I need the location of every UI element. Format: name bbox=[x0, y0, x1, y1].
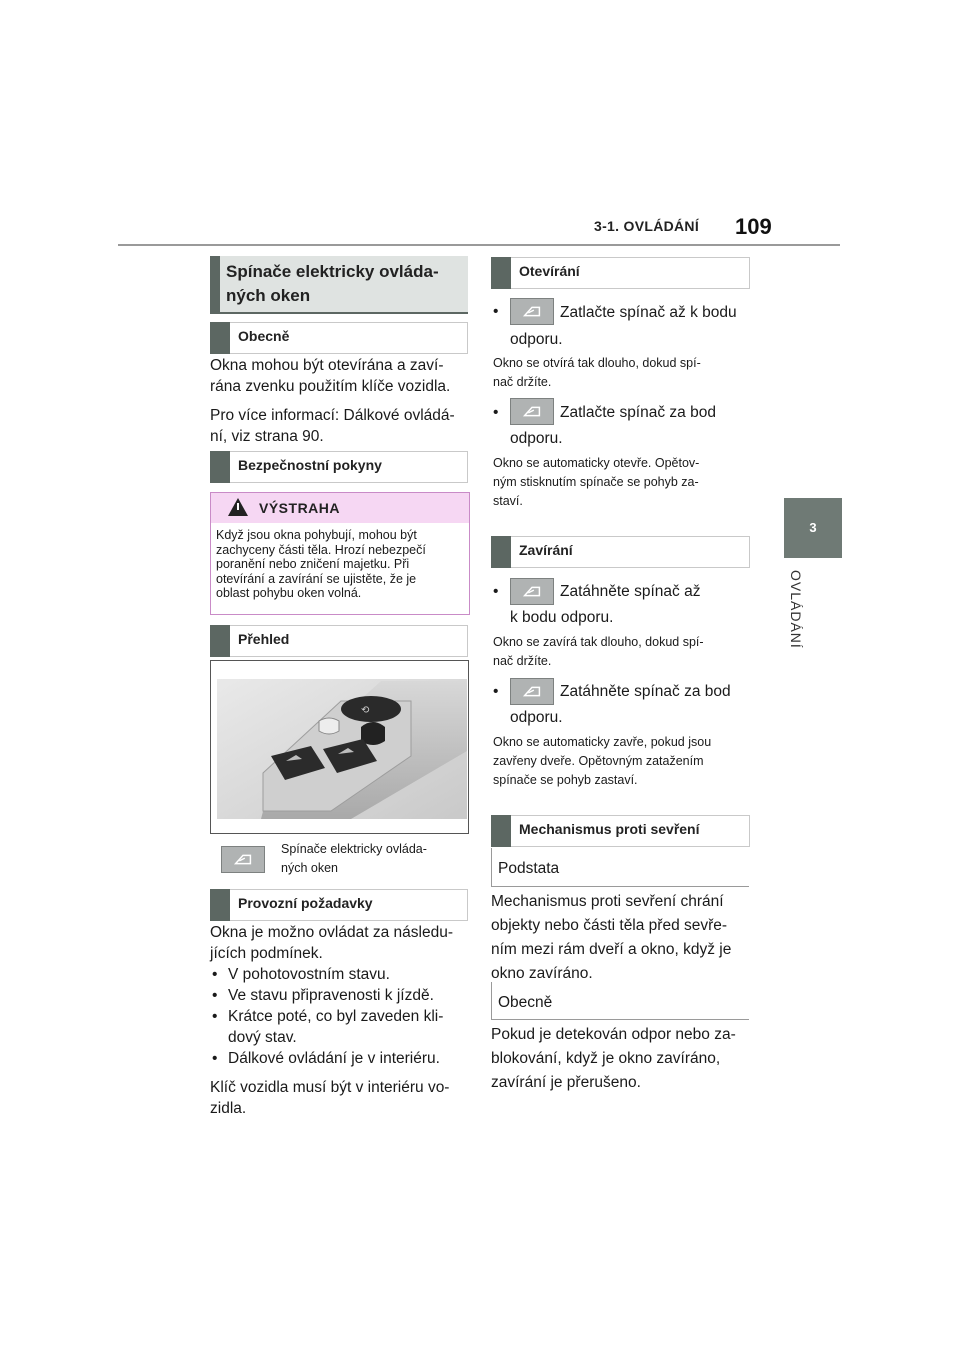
text-line: jících podmínek. bbox=[210, 945, 323, 962]
subheading-safety bbox=[210, 451, 468, 483]
heading-underline bbox=[210, 312, 468, 314]
list-item-text: Krátce poté, co byl zaveden kli- bbox=[228, 1008, 444, 1025]
subheading-text: Zavírání bbox=[519, 542, 573, 558]
subsection-title-general: Obecně bbox=[498, 994, 553, 1011]
text-line: staví. bbox=[493, 494, 523, 508]
window-switch-icon bbox=[510, 398, 554, 425]
list-item-text: V pohotovostním stavu. bbox=[228, 966, 390, 983]
subsection-line bbox=[491, 848, 492, 886]
principle-paragraph bbox=[491, 890, 753, 986]
section-heading-line2: ných oken bbox=[226, 286, 311, 305]
bullet-marker: • bbox=[493, 404, 499, 421]
subheading-general bbox=[210, 322, 468, 354]
chapter-tab: 3 bbox=[784, 498, 842, 558]
subheading-text: Obecně bbox=[238, 328, 290, 344]
subheading-text: Provozní požadavky bbox=[238, 895, 373, 911]
subheading-text: Mechanismus proti sevření bbox=[519, 821, 700, 837]
subheading-bar bbox=[210, 322, 230, 354]
section-heading-text bbox=[226, 260, 464, 308]
subheading-requirements bbox=[210, 889, 468, 921]
text-line: spínače se pohyb zastaví. bbox=[493, 773, 638, 787]
opening-note-1 bbox=[493, 354, 753, 392]
text-line: blokování, když je okno zavíráno, bbox=[491, 1050, 721, 1067]
text-line: otevírání a zavírání se ujistěte, že je bbox=[216, 571, 417, 586]
warning-triangle-icon bbox=[228, 498, 248, 516]
opening-note-2 bbox=[493, 454, 753, 511]
text-line: Okna je možno ovládat za následu- bbox=[210, 924, 453, 941]
subsection-line bbox=[491, 982, 492, 1020]
subheading-text: Přehled bbox=[238, 631, 290, 647]
subheading-bar bbox=[491, 536, 511, 568]
bullet-marker: • bbox=[493, 683, 499, 700]
text-line: Okno se automaticky zavře, pokud jsou bbox=[493, 735, 712, 749]
window-switch-photo bbox=[210, 660, 469, 834]
subheading-closing bbox=[491, 536, 750, 568]
text-line: oblast pohybu oken volná. bbox=[216, 586, 362, 600]
closing-note-1 bbox=[493, 633, 753, 671]
list-item-text: Ve stavu připravenosti k jízdě. bbox=[228, 987, 434, 1004]
text-line: Spínače elektricky ovláda- bbox=[281, 842, 427, 856]
window-switch-icon bbox=[510, 298, 554, 325]
overview-legend bbox=[281, 840, 467, 878]
subheading-bar bbox=[491, 815, 511, 847]
text-line: ním mezi rám dveří a okno, když je bbox=[491, 941, 732, 958]
warning-box bbox=[210, 492, 470, 615]
warning-text bbox=[216, 528, 466, 601]
text-line: Mechanismus proti sevření chrání bbox=[491, 893, 724, 910]
window-switch-icon bbox=[510, 678, 554, 705]
switch-panel-illustration bbox=[211, 661, 468, 833]
text-line: nač držíte. bbox=[493, 654, 552, 668]
text-line: zavřeny dveře. Opětovným zatažením bbox=[493, 754, 704, 768]
text-line: Okno se otvírá tak dlouho, dokud spí- bbox=[493, 356, 701, 370]
text-line: Okna mohou být otevírána a zaví- bbox=[210, 357, 444, 374]
list-item: • Ve stavu připravenosti k jízdě. bbox=[212, 987, 434, 1004]
window-switch-icon bbox=[510, 578, 554, 605]
text-line: Pokud je detekován odpor nebo za- bbox=[491, 1026, 736, 1043]
text-line: poranění nebo zničení majetku. Při bbox=[216, 557, 410, 571]
chapter-side-text: OVLÁDÁNÍ bbox=[788, 570, 804, 649]
opening-step-2-cont: odporu. bbox=[510, 430, 563, 447]
subheading-bar bbox=[491, 257, 511, 289]
general-paragraph bbox=[210, 355, 472, 447]
window-switch-glyph bbox=[222, 847, 264, 872]
general-anti-trap-paragraph bbox=[491, 1023, 753, 1095]
list-item: • Dálkové ovládání je v interiéru. bbox=[212, 1050, 440, 1067]
opening-step-1: Zatlačte spínač až k bodu bbox=[560, 304, 737, 321]
text-line: zavírání je přerušeno. bbox=[491, 1074, 641, 1091]
list-item-text: Dálkové ovládání je v interiéru. bbox=[228, 1050, 440, 1067]
subheading-anti-trap bbox=[491, 815, 750, 847]
section-heading-line1: Spínače elektricky ovláda- bbox=[226, 262, 439, 281]
text-line: rána zvenku použitím klíče vozidla. bbox=[210, 378, 451, 395]
text-line: nač držíte. bbox=[493, 375, 552, 389]
list-item: • Krátce poté, co byl zaveden kli- bbox=[212, 1008, 444, 1025]
text-line: ným stisknutím spínače se pohyb za- bbox=[493, 475, 699, 489]
subsection-rule bbox=[491, 1019, 749, 1020]
subheading-bar bbox=[210, 625, 230, 657]
requirements-paragraph bbox=[210, 922, 472, 1119]
subheading-overview bbox=[210, 625, 468, 657]
text-line: zidla. bbox=[210, 1100, 247, 1117]
text-line: okno zavíráno. bbox=[491, 965, 593, 982]
text-line: objekty nebo části těla před sevře- bbox=[491, 917, 728, 934]
page-number: 109 bbox=[735, 214, 772, 239]
header-rule bbox=[118, 244, 840, 246]
heading-bar bbox=[210, 256, 220, 312]
text-line: zachyceny části těla. Hrozí nebezpečí bbox=[216, 542, 426, 557]
text-line: Pro více informací: Dálkové ovládá- bbox=[210, 407, 455, 424]
subheading-opening bbox=[491, 257, 750, 289]
list-item: • V pohotovostním stavu. bbox=[212, 966, 390, 983]
bullet-marker: • bbox=[493, 583, 499, 600]
warning-title: VÝSTRAHA bbox=[259, 500, 341, 516]
opening-step-1-cont: odporu. bbox=[510, 331, 563, 348]
closing-step-2-cont: odporu. bbox=[510, 709, 563, 726]
list-item-continuation: dový stav. bbox=[228, 1029, 297, 1046]
text-line: Když jsou okna pohybují, mohou být bbox=[216, 528, 417, 542]
chapter-side-label bbox=[782, 570, 812, 690]
text-line: Okno se zavírá tak dlouho, dokud spí- bbox=[493, 635, 704, 649]
subheading-text: Otevírání bbox=[519, 263, 580, 279]
subheading-text: Bezpečnostní pokyny bbox=[238, 457, 382, 473]
subsection-title-principle: Podstata bbox=[498, 860, 560, 877]
section-heading bbox=[210, 256, 468, 312]
text-line: Okno se automaticky otevře. Opětov- bbox=[493, 456, 700, 470]
text-line: Klíč vozidla musí být v interiéru vo- bbox=[210, 1079, 450, 1096]
subheading-bar bbox=[210, 889, 230, 921]
opening-step-2: Zatlačte spínač za bod bbox=[560, 404, 716, 421]
text-line: ných oken bbox=[281, 861, 338, 875]
closing-step-1: Zatáhněte spínač až bbox=[560, 583, 701, 600]
warning-header bbox=[211, 493, 469, 523]
svg-text:⟲: ⟲ bbox=[361, 705, 370, 716]
chapter-title: 3-1. OVLÁDÁNÍ bbox=[594, 218, 700, 234]
window-switch-icon bbox=[221, 846, 265, 873]
subsection-rule bbox=[491, 886, 749, 887]
closing-step-2: Zatáhněte spínač za bod bbox=[560, 683, 731, 700]
bullet-marker: • bbox=[493, 303, 499, 320]
subheading-bar bbox=[210, 451, 230, 483]
closing-step-1-cont: k bodu odporu. bbox=[510, 609, 614, 626]
text-line: ní, viz strana 90. bbox=[210, 428, 324, 445]
closing-note-2 bbox=[493, 733, 755, 790]
